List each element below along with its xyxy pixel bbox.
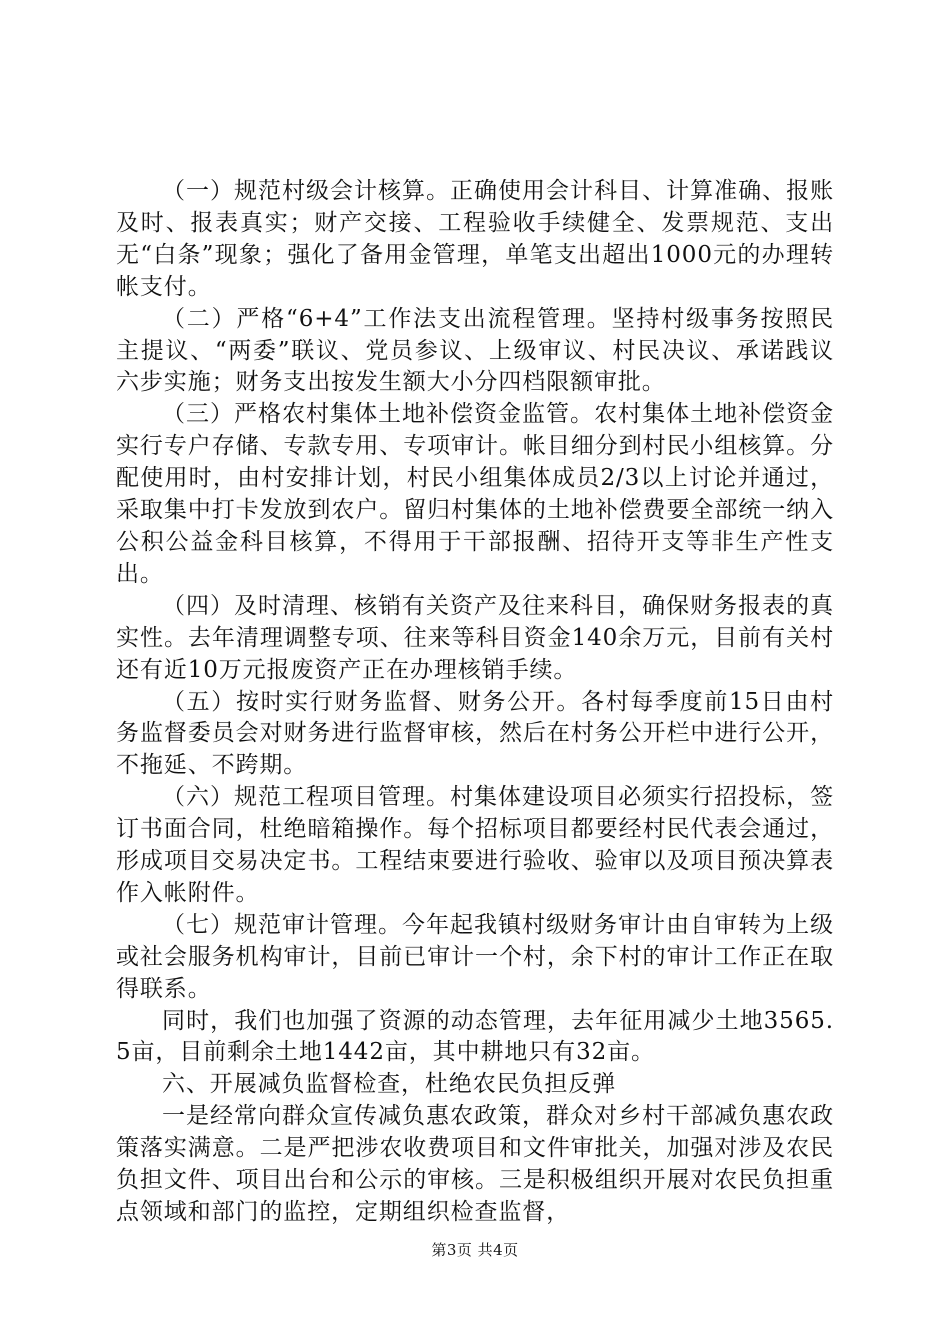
paragraph-accounting: （一）规范村级会计核算。正确使用会计科目、计算准确、报账及时、报表真实；财产交接、工程验收手续健全、发票规范、支出无“白条”现象；强化了备用金管理，单笔支出超出1000元的办理转帐支付。 <box>116 178 834 300</box>
paragraph-financial-disclosure: （五）按时实行财务监督、财务公开。各村每季度前15日由村务监督委员会对财务进行监督审核，然后在村务公开栏中进行公开，不拖延、不跨期。 <box>116 688 834 779</box>
paragraph-resource-management: 同时，我们也加强了资源的动态管理，去年征用减少土地3565.5亩，目前剩余土地1442亩，其中耕地只有32亩。 <box>116 1007 834 1066</box>
paragraph-asset-cleanup: （四）及时清理、核销有关资产及往来科目，确保财务报表的真实性。去年清理调整专项、往来等科目资金140余万元，目前有关村还有近10万元报废资产正在办理核销手续。 <box>116 592 834 683</box>
paragraph-land-compensation: （三）严格农村集体土地补偿资金监管。农村集体土地补偿资金实行专户存储、专款专用、专项审计。帐目细分到村民小组核算。分配使用时，由村安排计划，村民小组集体成员2/3以上讨论并通过，采取集中打卡发放到农户。留归村集体的土地补偿费要全部统一纳入公积公益金科目核算，不得用于干部报酬、招待开支等非生产性支出。 <box>116 401 834 587</box>
section-heading-burden-reduction: 六、开展减负监督检查，杜绝农民负担反弹 <box>162 1071 617 1098</box>
document-body <box>116 176 834 1229</box>
paragraph-audit-management: （七）规范审计管理。今年起我镇村级财务审计由自审转为上级或社会服务机构审计，目前已审计一个村，余下村的审计工作正在取得联系。 <box>116 911 834 1002</box>
paragraph-expense-process: （二）严格“6+4”工作法支出流程管理。坚持村级事务按照民主提议、“两委”联议、党员参议、上级审议、村民决议、承诺践议六步实施；财务支出按发生额大小分四档限额审批。 <box>116 305 834 396</box>
page-number-footer: 第3页 共4页 <box>431 1241 519 1259</box>
paragraph-project-management: （六）规范工程项目管理。村集体建设项目必须实行招投标，签订书面合同，杜绝暗箱操作。每个招标项目都要经村民代表会通过，形成项目交易决定书。工程结束要进行验收、验审以及项目预决算表作入帐附件。 <box>116 784 834 906</box>
paragraph-burden-reduction: 一是经常向群众宣传减负惠农政策，群众对乡村干部减负惠农政策落实满意。二是严把涉农收费项目和文件审批关，加强对涉及农民负担文件、项目出台和公示的审核。三是积极组织开展对农民负担重点领域和部门的监控，定期组织检查监督， <box>116 1103 834 1225</box>
